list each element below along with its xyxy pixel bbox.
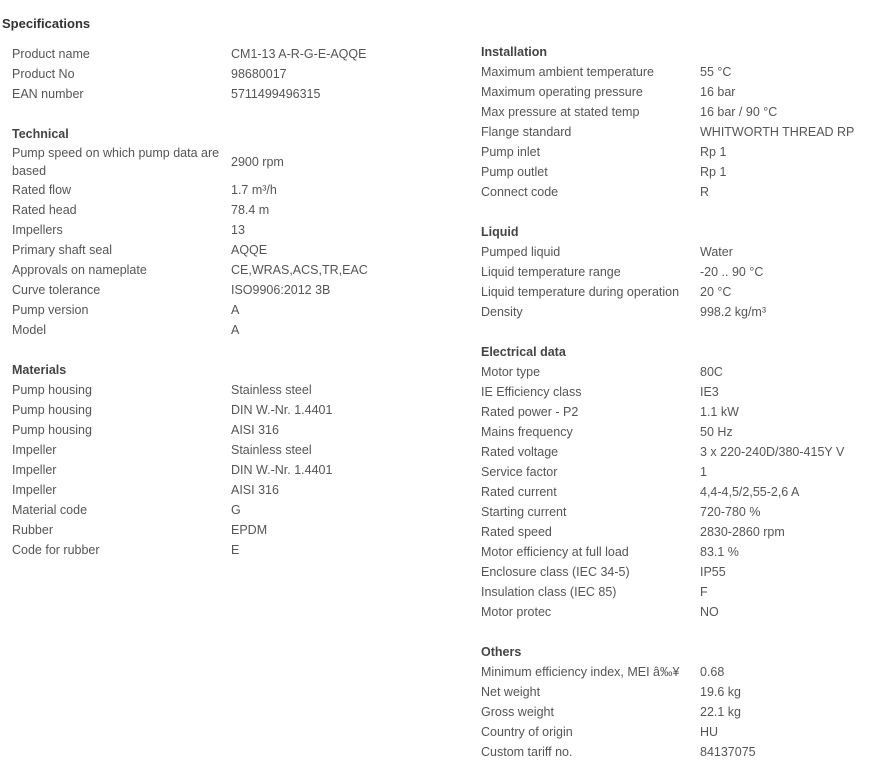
- spec-value: 20 °C: [700, 285, 732, 299]
- spec-label: Starting current: [481, 505, 567, 519]
- spec-value: Rp 1: [700, 165, 727, 179]
- spec-value: ISO9906:2012 3B: [231, 283, 331, 297]
- section-technical: [12, 124, 422, 340]
- spec-label: EAN number: [12, 87, 84, 101]
- spec-row: [12, 400, 332, 420]
- spec-value: AISI 316: [231, 423, 279, 437]
- spec-row: [481, 422, 844, 442]
- spec-label: Rubber: [12, 523, 53, 537]
- spec-value: 13: [231, 223, 245, 237]
- spec-row: [481, 702, 756, 722]
- spec-value: DIN W.-Nr. 1.4401: [231, 463, 333, 477]
- spec-value: 1.1 kW: [700, 405, 739, 419]
- spec-label: Product No: [12, 67, 75, 81]
- spec-label: Liquid temperature range: [481, 265, 621, 279]
- spec-value: 2900 rpm: [231, 155, 284, 169]
- spec-value: A: [231, 303, 240, 317]
- spec-value: 80C: [700, 365, 723, 379]
- spec-value: 0.68: [700, 665, 725, 679]
- spec-row: [481, 82, 854, 102]
- spec-value: AQQE: [231, 243, 268, 257]
- spec-value: DIN W.-Nr. 1.4401: [231, 403, 333, 417]
- spec-label: Rated power - P2: [481, 405, 579, 419]
- spec-label: Rated flow: [12, 183, 72, 197]
- spec-row: [12, 240, 368, 260]
- spec-value: 16 bar / 90 °C: [700, 105, 778, 119]
- spec-label: Pump housing: [12, 403, 92, 417]
- spec-value: 78.4 m: [231, 203, 270, 217]
- spec-row: [12, 320, 368, 340]
- spec-value: 4,4-4,5/2,55-2,6 A: [700, 485, 800, 499]
- spec-row: [12, 84, 366, 104]
- spec-label: Motor efficiency at full load: [481, 545, 629, 559]
- spec-row: [12, 260, 368, 280]
- spec-value: 22.1 kg: [700, 705, 742, 719]
- spec-table: [481, 242, 766, 322]
- spec-row: [481, 122, 854, 142]
- spec-row: [481, 182, 854, 202]
- spec-label: Product name: [12, 47, 90, 61]
- spec-row: [481, 242, 766, 262]
- spec-value: EPDM: [231, 523, 268, 537]
- spec-row: [12, 200, 368, 220]
- spec-label: Custom tariff no.: [481, 745, 573, 759]
- spec-label: Max pressure at stated temp: [481, 105, 640, 119]
- spec-label: Liquid temperature during operation: [481, 285, 680, 299]
- spec-row: [481, 522, 844, 542]
- spec-row: [481, 602, 844, 622]
- section-title: Installation: [481, 45, 547, 59]
- spec-value: 98680017: [231, 67, 287, 81]
- spec-value: IP55: [700, 565, 726, 579]
- spec-row: [12, 300, 368, 320]
- spec-row: [12, 420, 332, 440]
- spec-label: Insulation class (IEC 85): [481, 585, 617, 599]
- spec-row: [481, 662, 756, 682]
- spec-label: Pump housing: [12, 423, 92, 437]
- section-title: Liquid: [481, 225, 519, 239]
- section-installation: [481, 42, 871, 202]
- spec-label: Curve tolerance: [12, 283, 101, 297]
- spec-value: 16 bar: [700, 85, 736, 99]
- spec-row: [481, 722, 756, 742]
- right-column: [481, 42, 871, 782]
- spec-value: CM1-13 A-R-G-E-AQQE: [231, 47, 367, 61]
- spec-value: Water: [700, 245, 733, 259]
- spec-value: NO: [700, 605, 719, 619]
- spec-label: Pump version: [12, 303, 89, 317]
- spec-value: 720-780 %: [700, 505, 761, 519]
- spec-row: [481, 582, 844, 602]
- spec-label: Rated head: [12, 203, 77, 217]
- spec-value: HU: [700, 725, 719, 739]
- left-column: [12, 44, 422, 580]
- spec-label: Maximum operating pressure: [481, 85, 643, 99]
- spec-row: [481, 302, 766, 322]
- section-liquid: [481, 222, 871, 322]
- spec-label: Pump inlet: [481, 145, 541, 159]
- spec-label: Pump housing: [12, 383, 92, 397]
- spec-label: Net weight: [481, 685, 541, 699]
- spec-label: Pump speed on which pump data are based: [12, 146, 220, 178]
- section-materials: [12, 360, 422, 560]
- spec-row: [481, 682, 756, 702]
- spec-label: Flange standard: [481, 125, 572, 139]
- spec-label: Country of origin: [481, 725, 573, 739]
- spec-row: [481, 402, 844, 422]
- spec-table: [12, 44, 366, 104]
- spec-table: [12, 144, 368, 340]
- section-electrical-data: [481, 342, 871, 622]
- spec-row: [481, 142, 854, 162]
- spec-row: [481, 382, 844, 402]
- spec-label: Material code: [12, 503, 88, 517]
- spec-row: [481, 282, 766, 302]
- spec-row: [12, 440, 332, 460]
- spec-table: [481, 662, 756, 762]
- spec-table: [481, 62, 854, 202]
- spec-value: WHITWORTH THREAD RP: [700, 125, 855, 139]
- spec-label: Code for rubber: [12, 543, 100, 557]
- spec-label: Impeller: [12, 483, 57, 497]
- spec-label: Approvals on nameplate: [12, 263, 147, 277]
- spec-value: G: [231, 503, 241, 517]
- spec-label: Primary shaft seal: [12, 243, 113, 257]
- spec-value: 50 Hz: [700, 425, 733, 439]
- spec-row: [12, 220, 368, 240]
- spec-row: [481, 442, 844, 462]
- spec-row: [481, 502, 844, 522]
- spec-row: [12, 380, 332, 400]
- spec-label: Model: [12, 323, 47, 337]
- spec-value: -20 .. 90 °C: [700, 265, 764, 279]
- spec-label: Impeller: [12, 463, 57, 477]
- spec-value: E: [231, 543, 240, 557]
- spec-row: [12, 520, 332, 540]
- spec-row: [12, 64, 366, 84]
- spec-value: Stainless steel: [231, 443, 312, 457]
- spec-row: [481, 542, 844, 562]
- spec-row: [481, 482, 844, 502]
- spec-value: 998.2 kg/m³: [700, 305, 767, 319]
- spec-label: Impeller: [12, 443, 57, 457]
- spec-label: Impellers: [12, 223, 63, 237]
- section-title: Electrical data: [481, 345, 566, 359]
- spec-value: R: [700, 185, 710, 199]
- spec-value: 3 x 220-240D/380-415Y V: [700, 445, 845, 459]
- spec-row: [12, 480, 332, 500]
- spec-label: Pump outlet: [481, 165, 548, 179]
- section-title: Others: [481, 645, 522, 659]
- spec-label: Minimum efficiency index, MEI â‰¥: [481, 665, 680, 679]
- spec-value: F: [700, 585, 708, 599]
- spec-value: 1: [700, 465, 707, 479]
- spec-value: Rp 1: [700, 145, 727, 159]
- spec-label: Density: [481, 305, 523, 319]
- spec-row: [12, 44, 366, 64]
- spec-value: 83.1 %: [700, 545, 739, 559]
- spec-row: [481, 162, 854, 182]
- spec-label: Motor protec: [481, 605, 552, 619]
- spec-row: [481, 562, 844, 582]
- spec-row: [481, 262, 766, 282]
- spec-row: [481, 462, 844, 482]
- spec-value: 55 °C: [700, 65, 732, 79]
- spec-value: 1.7 m³/h: [231, 183, 277, 197]
- spec-value: 19.6 kg: [700, 685, 742, 699]
- spec-row: [481, 102, 854, 122]
- section-title: Materials: [12, 363, 67, 377]
- spec-value: 84137075: [700, 745, 756, 759]
- spec-value: IE3: [700, 385, 719, 399]
- spec-value: 5711499496315: [231, 87, 321, 101]
- spec-value: A: [231, 323, 240, 337]
- spec-label: Rated current: [481, 485, 557, 499]
- spec-row: [12, 500, 332, 520]
- spec-label: Enclosure class (IEC 34-5): [481, 565, 630, 579]
- spec-row: [12, 280, 368, 300]
- section-identification: [12, 44, 422, 104]
- spec-label: Gross weight: [481, 705, 554, 719]
- page-title: Specifications: [2, 16, 91, 31]
- spec-value: 2830-2860 rpm: [700, 525, 785, 539]
- section-title: Technical: [12, 127, 69, 141]
- spec-label: Connect code: [481, 185, 559, 199]
- spec-row: [12, 180, 368, 200]
- spec-label: Rated speed: [481, 525, 552, 539]
- spec-label: Maximum ambient temperature: [481, 65, 654, 79]
- spec-label: Motor type: [481, 365, 541, 379]
- spec-value: CE,WRAS,ACS,TR,EAC: [231, 263, 368, 277]
- spec-row: [12, 460, 332, 480]
- spec-label: Pumped liquid: [481, 245, 561, 259]
- spec-table: [12, 380, 332, 560]
- spec-label: Mains frequency: [481, 425, 573, 439]
- spec-label: Service factor: [481, 465, 558, 479]
- spec-row: [12, 144, 368, 180]
- spec-row: [481, 62, 854, 82]
- spec-row: [12, 540, 332, 560]
- spec-label: IE Efficiency class: [481, 385, 582, 399]
- spec-value: Stainless steel: [231, 383, 312, 397]
- spec-value: AISI 316: [231, 483, 279, 497]
- spec-row: [481, 362, 844, 382]
- section-others: [481, 642, 871, 762]
- spec-label: Rated voltage: [481, 445, 559, 459]
- spec-row: [481, 742, 756, 762]
- spec-table: [481, 362, 844, 622]
